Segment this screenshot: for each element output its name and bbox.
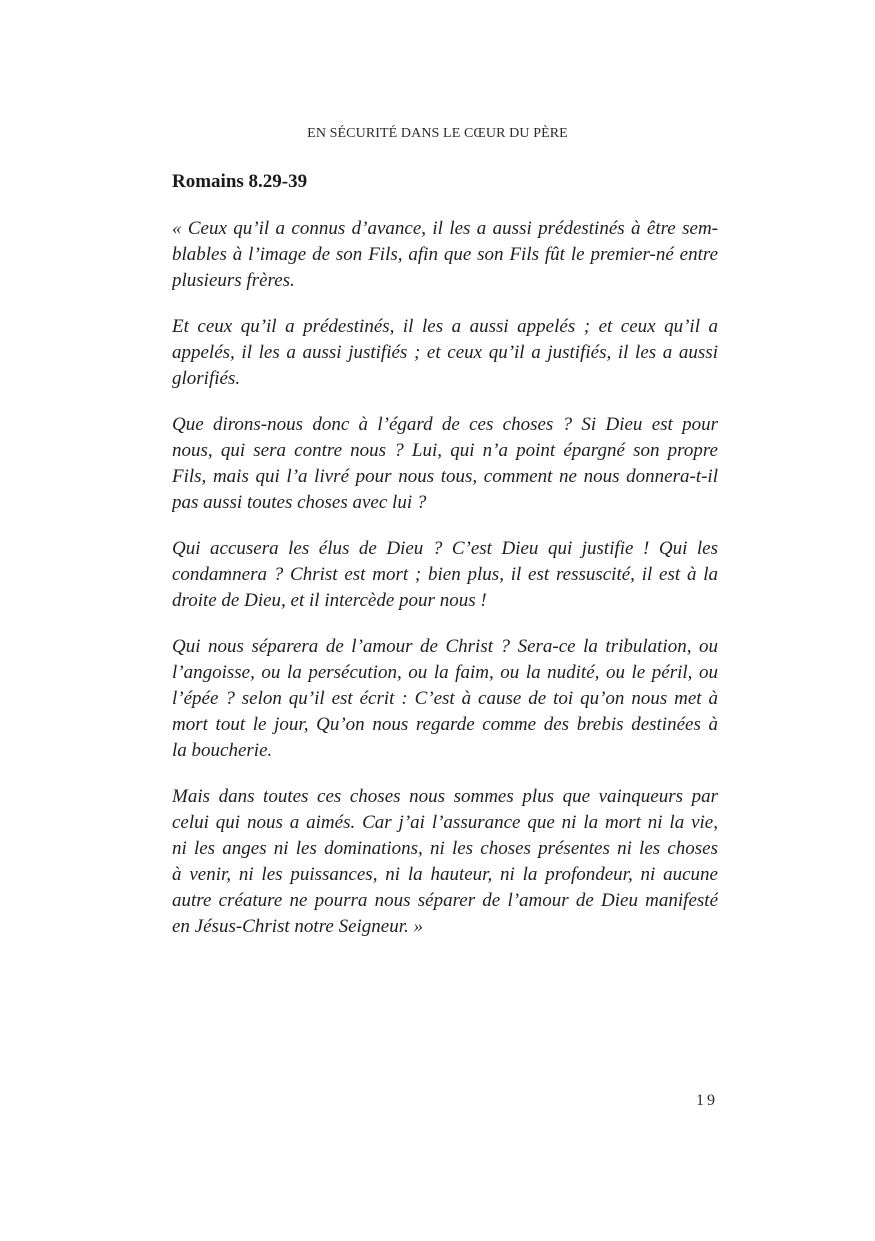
paragraph-1 [172,216,718,294]
text-line: « Ceux qu’il a connus d’avance, il les a aussi prédestinés à être sem- [172,218,718,239]
text-line: appelés, il les a aussi justifiés ; et ceux qu’il a justifiés, il les a aussi [172,342,718,363]
paragraph-5 [172,634,718,764]
page-number: 19 [696,1092,718,1109]
running-head: EN SÉCURITÉ DANS LE CŒUR DU PÈRE [307,126,568,141]
text-line: condamnera ? Christ est mort ; bien plus, il est ressuscité, il est à la [172,564,718,585]
passage-title: Romains 8.29-39 [172,171,308,192]
text-line: Fils, mais qui l’a livré pour nous tous, comment ne nous donnera-t-il [172,466,718,487]
paragraph-3 [172,412,718,516]
paragraph-4 [172,536,718,614]
text-line: Qui accusera les élus de Dieu ? C’est Dieu qui justifie ! Qui les [172,538,718,559]
text-line: glorifiés. [172,368,241,389]
text-line: celui qui nous a aimés. Car j’ai l’assurance que ni la mort ni la vie, [172,812,718,833]
text-line: Et ceux qu’il a prédestinés, il les a aussi appelés ; et ceux qu’il a [172,316,718,337]
text-line: Que dirons-nous donc à l’égard de ces choses ? Si Dieu est pour [172,414,718,435]
text-line: ni les anges ni les dominations, ni les choses présentes ni les choses [172,838,718,859]
text-line: mort tout le jour, Qu’on nous regarde comme des brebis destinées à [172,714,718,735]
text-line: en Jésus-Christ notre Seigneur. » [172,916,424,937]
scripture-body [172,216,718,960]
paragraph-6 [172,784,718,940]
text-line: nous, qui sera contre nous ? Lui, qui n’a point épargné son propre [172,440,718,461]
text-line: l’angoisse, ou la persécution, ou la faim, ou la nudité, ou le péril, ou [172,662,718,683]
text-line: la boucherie. [172,740,273,761]
text-line: Mais dans toutes ces choses nous sommes plus que vainqueurs par [172,786,718,807]
text-line: droite de Dieu, et il intercède pour nous ! [172,590,487,611]
text-line: à venir, ni les puissances, ni la hauteur, ni la profondeur, ni aucune [172,864,718,885]
text-line: pas aussi toutes choses avec lui ? [172,492,427,513]
text-line: l’épée ? selon qu’il est écrit : C’est à cause de toi qu’on nous met à [172,688,718,709]
text-line: plusieurs frères. [172,270,295,291]
paragraph-2 [172,314,718,392]
text-line: blables à l’image de son Fils, afin que son Fils fût le premier-né entre [172,244,718,265]
text-line: autre créature ne pourra nous séparer de l’amour de Dieu manifesté [172,890,718,911]
text-line: Qui nous séparera de l’amour de Christ ? Sera-ce la tribulation, ou [172,636,718,657]
